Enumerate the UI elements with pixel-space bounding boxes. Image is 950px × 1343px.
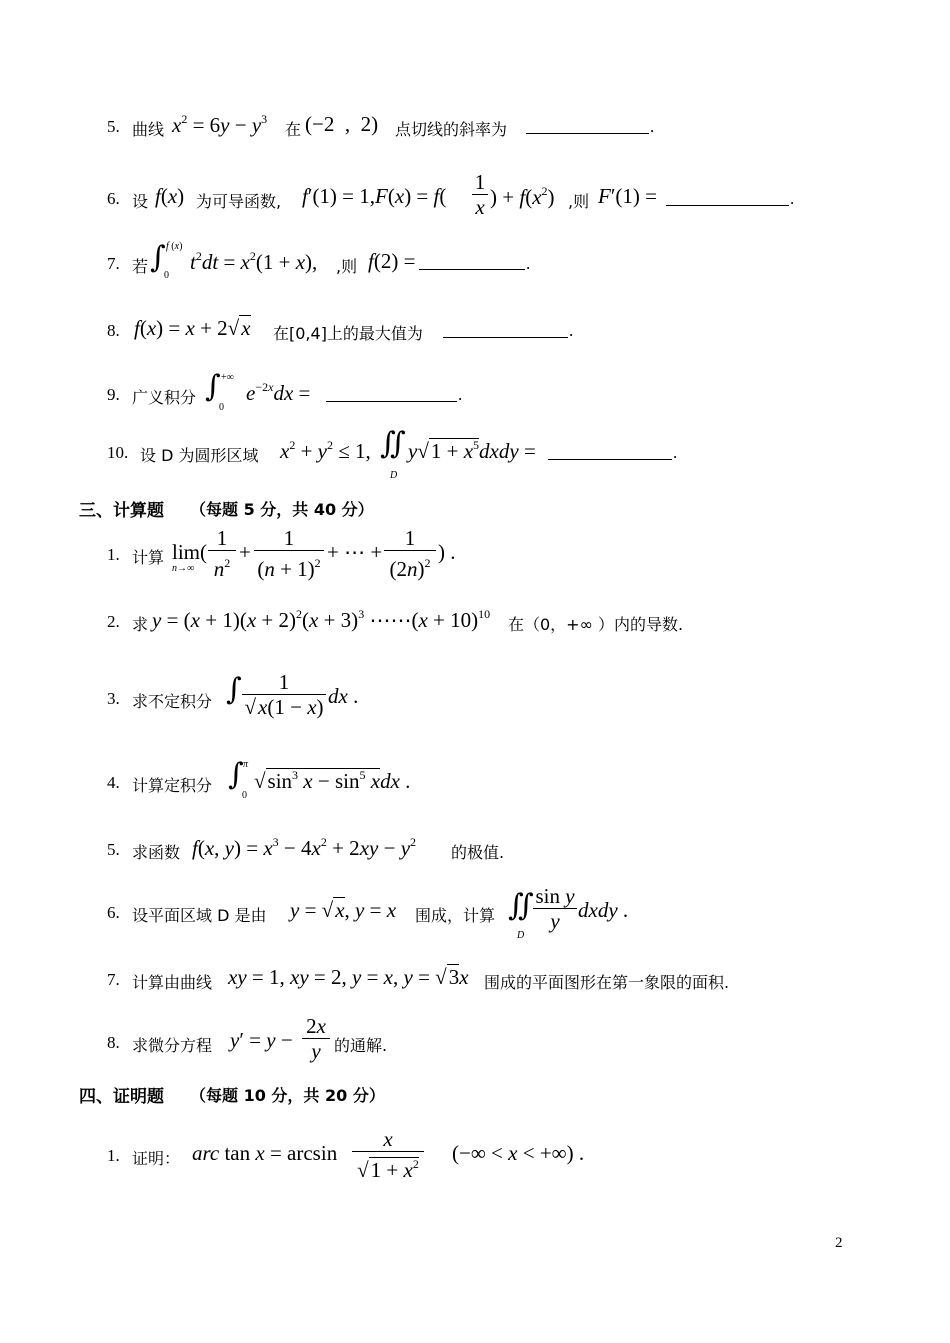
calc6-double-integral: ∬: [508, 888, 534, 923]
q5-formula: $x^2 = 6y - y^3$: [172, 112, 268, 137]
calc5-text2: 的极值.: [451, 843, 505, 862]
calc3-dx: dx .: [328, 684, 359, 708]
calc2-formula: $y = (x + 1)(x + 2)^2(x + 3)^3$ ⋯⋯(x + 10)$^{10}$: [152, 607, 491, 632]
q8-formula: f(x) = x + 2√x: [134, 316, 251, 340]
q8-text: 在[0,4]上的最大值为: [273, 324, 423, 343]
page-number: 2: [835, 1235, 843, 1251]
calc7-formula: xy = 1, xy = 2, y = x, y = √3x: [228, 965, 469, 989]
q6-fx: f(x): [155, 184, 185, 208]
calc1-lim-sub: n→∞: [172, 563, 195, 574]
calc3-frac: $\frac{1}{√x(1 - x)}$: [242, 670, 326, 719]
calc8-frac: $\frac{2x}{y}$: [302, 1014, 330, 1063]
q6-period: .: [790, 189, 795, 208]
q10-formula-a: $x^2 + y^2 \le 1$,: [280, 438, 371, 463]
q10-double-integral: ∬: [380, 426, 406, 461]
calc8-number: 8.: [107, 1033, 120, 1052]
calc3-number: 3.: [107, 689, 120, 708]
calc5-text: 求函数: [132, 843, 181, 862]
calc3-integral-sign: ∫: [226, 672, 242, 707]
q7-upper-limit: f (x): [166, 241, 183, 252]
q5-period: .: [650, 117, 655, 136]
proof1-formula-a: arc tan x = arcsin: [192, 1141, 338, 1165]
q7-text2: ,则: [336, 257, 358, 276]
calc5-formula: f(x, $y) = x^3 - 4x^2 + 2xy - y^2$: [192, 835, 417, 860]
q9-formula: $e^{-2x}dx$ =: [246, 380, 311, 405]
section4-title: 四、证明题: [79, 1087, 164, 1107]
q7-number: 7.: [107, 254, 120, 273]
calc6-dxdy: dxdy .: [578, 898, 629, 922]
q5-text3: 点切线的斜率为: [395, 120, 508, 139]
q8-number: 8.: [107, 321, 120, 340]
calc8-text2: 的通解.: [334, 1036, 388, 1055]
q8-period: .: [569, 321, 574, 340]
calc7-text2: 围成的平面图形在第一象限的面积.: [484, 973, 730, 992]
calc6-region: D: [517, 930, 525, 941]
q6-number: 6.: [107, 189, 120, 208]
calc4-text: 计算定积分: [132, 776, 213, 795]
calc4-upper-limit: π: [243, 759, 249, 770]
q9-integral-sign: ∫: [205, 369, 221, 404]
q9-answer-blank[interactable]: [326, 401, 457, 402]
section3-note: （每题 5 分，共 40 分）: [190, 500, 374, 519]
calc1-lim: lim(: [172, 540, 207, 564]
proof1-frac: $\frac{x}{√1 + x^2}$: [352, 1127, 424, 1182]
calc2-text: 求: [132, 615, 149, 634]
q5-number: 5.: [107, 117, 120, 136]
q9-upper-limit: +∞: [221, 372, 234, 383]
section4-note: （每题 10 分，共 20 分）: [190, 1086, 385, 1105]
calc4-integral-sign: ∫: [228, 757, 244, 792]
calc6-text: 设平面区域 D 是由: [132, 906, 267, 925]
calc1-close: ) .: [438, 540, 456, 564]
calc1-text: 计算: [132, 548, 165, 567]
q6-answer-blank[interactable]: [666, 205, 789, 206]
calc2-text2: 在（0，+∞ ）内的导数.: [508, 615, 684, 634]
q9-period: .: [458, 385, 463, 404]
section3-title: 三、计算题: [79, 501, 164, 521]
q9-text: 广义积分: [132, 388, 197, 407]
q10-text: 设 D 为圆形区域: [140, 446, 259, 465]
q6-text2: 为可导函数,: [196, 192, 282, 211]
q5-text2: 在: [285, 120, 302, 139]
calc8-formula: y′ = y −: [230, 1028, 293, 1052]
calc1-frac1: $\frac{1}{n^2}$: [208, 526, 236, 581]
calc4-number: 4.: [107, 773, 120, 792]
q7-integral-sign: ∫: [150, 240, 166, 275]
calc7-number: 7.: [107, 970, 120, 989]
q7-period: .: [526, 254, 531, 273]
calc1-frac2: $\frac{1}{(n + 1)^2}$: [254, 526, 324, 581]
q5-point: (−2 , 2): [305, 112, 379, 136]
q7-answer-blank[interactable]: [419, 269, 525, 270]
q8-answer-blank[interactable]: [443, 337, 568, 338]
q10-formula-b: $y√1 + x^5dxdy$ =: [408, 438, 536, 463]
q9-number: 9.: [107, 385, 120, 404]
q7-text: 若: [132, 257, 149, 276]
q10-period: .: [673, 443, 678, 462]
calc4-lower-limit: 0: [242, 790, 247, 801]
calc6-number: 6.: [107, 903, 120, 922]
calc1-dots: + ⋯ +: [327, 540, 383, 564]
calc1-number: 1.: [107, 545, 120, 564]
calc4-formula: $√\sin^3$ $x - \sin^5$ xdx .: [254, 768, 411, 793]
calc6-text2: 围成，计算: [415, 906, 496, 925]
q7-lower-limit: 0: [164, 270, 169, 281]
q10-number: 10.: [107, 443, 129, 462]
q6-formula-c: F′(1) =: [598, 184, 658, 208]
q6-formula-b: ) + $f(x^2)$: [490, 184, 555, 209]
q5-answer-blank[interactable]: [526, 133, 649, 134]
q5-text: 曲线: [132, 120, 165, 139]
proof1-text: 证明：: [132, 1149, 181, 1168]
proof1-number: 1.: [107, 1146, 120, 1165]
calc6-formula: y = √x, y = x: [290, 898, 397, 922]
calc7-text: 计算由曲线: [132, 973, 213, 992]
calc5-number: 5.: [107, 840, 120, 859]
calc2-number: 2.: [107, 612, 120, 631]
q6-fraction: $\frac{1}{x}$: [472, 170, 488, 219]
q6-formula-a: f′(1) = 1,F(x) = f(: [302, 184, 447, 208]
q6-text: 设: [132, 192, 149, 211]
q7-formula: $t^2dt = x^2(1 + x)$,: [190, 249, 318, 274]
calc3-text: 求不定积分: [132, 692, 213, 711]
calc6-frac: $\frac{\text{sin y}}{y}$: [533, 884, 577, 933]
proof1-range: (−∞ < x < +∞) .: [452, 1141, 585, 1165]
q10-region: D: [390, 470, 398, 481]
q9-lower-limit: 0: [219, 402, 224, 413]
q7-formula-b: f(2) =: [368, 249, 416, 273]
calc1-frac3: $\frac{1}{(2n)^2}$: [384, 526, 436, 581]
calc8-text: 求微分方程: [132, 1036, 213, 1055]
q6-text3: ,则: [568, 192, 590, 211]
calc1-plus1: +: [239, 540, 251, 564]
q10-answer-blank[interactable]: [548, 459, 672, 460]
